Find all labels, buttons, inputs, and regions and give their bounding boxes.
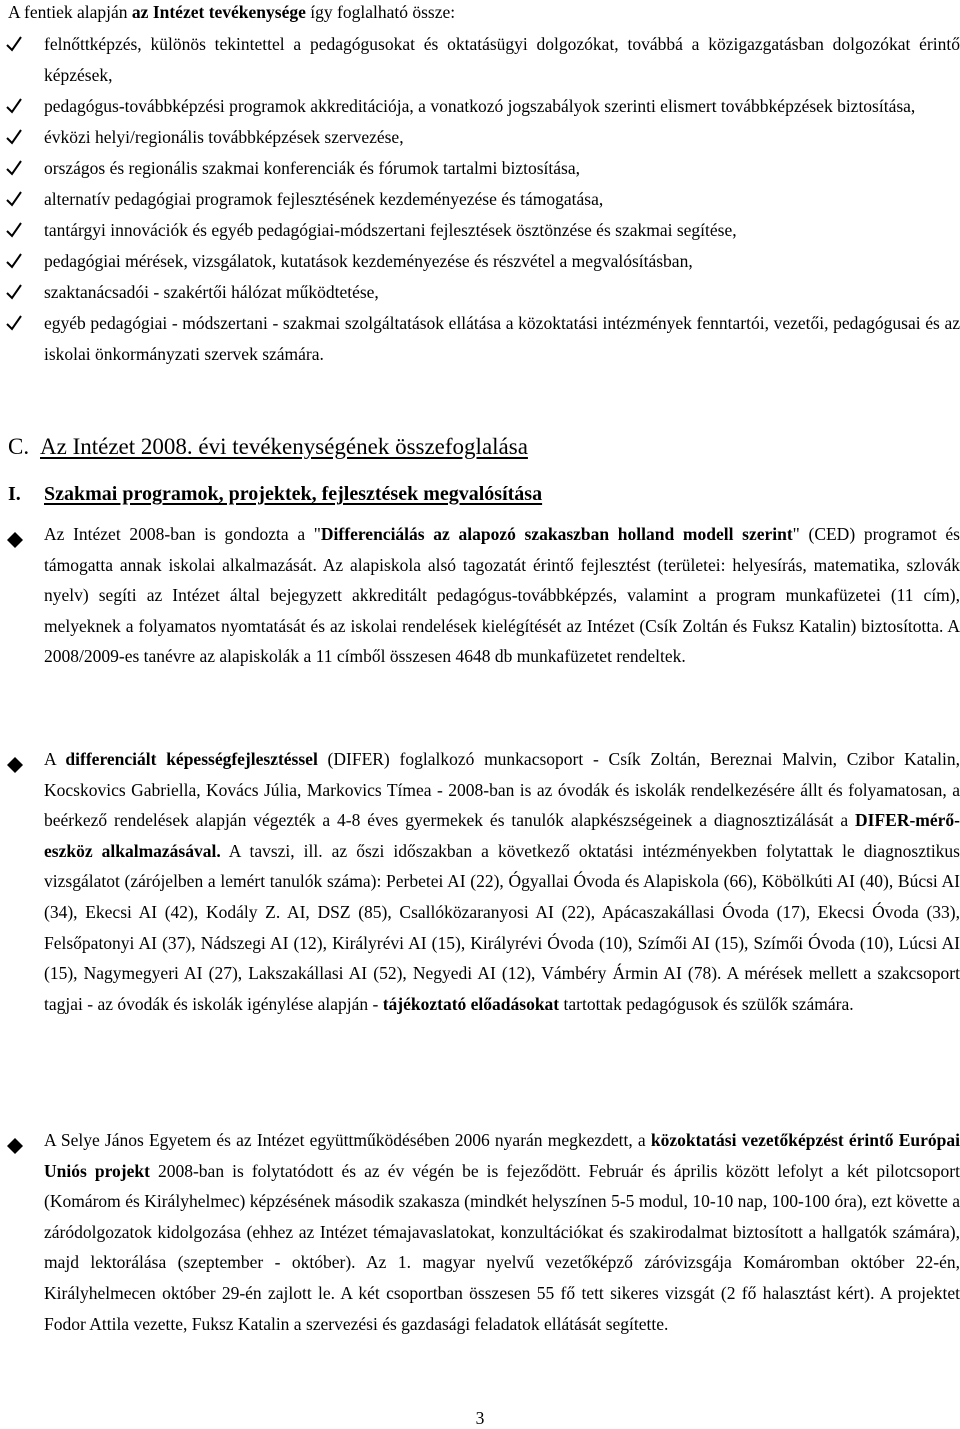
checklist-item — [0, 308, 960, 370]
checklist-item — [0, 277, 960, 308]
intro-prefix: A fentiek alapján — [8, 2, 132, 22]
intro-suffix: így foglalható össze: — [305, 2, 456, 22]
text-run: 2008-ban is folytatódott és az év végén be is fejeződött. Február és április között lefolyt a két pilotcsoport (Komárom és Királyhelmec) képzésének második szakasza (mindkét helyszínen 5-5 modul, 10-10 nap, 100-100 óra), ezt követte a záródolgozatok kidolgozása (ehhez az Intézet témajavaslatokat, konzultációkat és szakirodalmat biztosított a hallgatók számára), majd lektorálása (szeptember - október). Az 1. magyar nyelvű vezetőképző záróvizsgája Komáromban október 22-én, Királyhelmecen október 29-én zajlott le. A két csoportban összesen 55 fő tett sikeres vizsgát (2 fő halasztást kért). A projektet Fodor Attila vezette, Fuksz Katalin a szervezési és gazdasági feladatok ellátását segítette. — [44, 1160, 960, 1334]
checklist-item-text: szaktanácsadói - szakértői hálózat működtetése, — [44, 282, 379, 302]
checkmark-icon — [5, 29, 27, 60]
checkmark-icon — [5, 277, 27, 308]
checklist-item-text: tantárgyi innovációk és egyéb pedagógiai-módszertani fejlesztések ösztönzése és szakmai segítése, — [44, 220, 737, 240]
text-run: A — [44, 749, 66, 769]
section-i-label: I. — [8, 483, 21, 505]
paragraph-text — [44, 744, 960, 1019]
checkmark-icon — [5, 184, 27, 215]
paragraph-eu-project — [0, 1125, 960, 1339]
paragraph-text — [44, 1125, 960, 1339]
checklist-item — [0, 29, 960, 91]
paragraph-ced-program — [0, 519, 960, 672]
section-c-title: Az Intézet 2008. évi tevékenységének összefoglalása — [40, 434, 528, 459]
section-heading-c — [8, 431, 528, 463]
bold-run: DIFER-mérő-eszköz alkalmazásával. — [44, 810, 960, 861]
paragraph-difer — [0, 744, 960, 1019]
text-run: A tavszi, ill. az őszi időszakban a következő oktatási intézményekben folytattak le diagnosztikus vizsgálatot (zárójelben a lemért tanulók száma): Perbetei AI (22), Ógyallai Óvoda és Alapiskola (66), Köbölkúti AI (40), Búcsi AI (34), Ekecsi AI (42), Kodály Z. AI, DSZ (85), Csallóközaranyosi AI (22), Apácaszakállasi Óvoda (17), Ekecsi Óvoda (33), Felsőpatonyi AI (37), Nádszegi AI (12), Királyrévi AI (15), Királyrévi Óvoda (10), Szímői AI (15), Szímői Óvoda (10), Lúcsi AI (15), Nagymegyeri AI (27), Lakszakállasi AI (52), Negyedi AI (12), Vámbéry Ármin AI (78). A mérések mellett a szakcsoport tagjai - az óvodák és iskolák igénylése alapján - — [44, 840, 960, 1014]
checklist-item-text: alternatív pedagógiai programok fejlesztésének kezdeményezése és támogatása, — [44, 189, 604, 209]
bold-run: tájékoztató előadásokat — [382, 993, 560, 1014]
checklist-item — [0, 246, 960, 277]
checklist-item-text: felnőttképzés, különös tekintettel a pedagógusokat és oktatásügyi dolgozókat, továbbá a közigazgatásban dolgozókat érintő képzések, — [44, 34, 960, 85]
checklist-item — [0, 153, 960, 184]
diamond-bullet-icon — [7, 1133, 23, 1149]
page-number: 3 — [475, 1408, 485, 1428]
bold-run: közoktatási vezetőképzést érintő Európai Uniós projekt — [44, 1130, 960, 1181]
bold-run: Differenciálás az alapozó szakaszban holland modell szerint — [320, 524, 793, 544]
paragraph-text — [44, 519, 960, 672]
checklist-item-text: pedagógiai mérések, vizsgálatok, kutatások kezdeményezése és részvétel a megvalósításban, — [44, 251, 693, 271]
text-run: A Selye János Egyetem és az Intézet együttműködésében 2006 nyarán megkezdett, a — [44, 1130, 651, 1150]
intro-sentence — [8, 1, 455, 23]
checklist-item — [0, 184, 960, 215]
checklist-item-text: országos és regionális szakmai konferenciák és fórumok tartalmi biztosítása, — [44, 158, 581, 178]
section-c-label: C. — [8, 434, 30, 459]
intro-bold: az Intézet tevékenysége — [131, 2, 306, 22]
checklist-item — [0, 215, 960, 246]
section-heading-i — [8, 479, 542, 509]
checkmark-icon — [5, 246, 27, 277]
checklist-item-text: egyéb pedagógiai - módszertani - szakmai szolgáltatások ellátása a közoktatási intézmények fenntartói, vezetői, pedagógusai és az iskolai önkormányzati szervek számára. — [44, 313, 960, 364]
checkmark-icon — [5, 215, 27, 246]
bold-run: differenciált képességfejlesztéssel — [65, 749, 318, 769]
text-run: Az Intézet 2008-ban is gondozta a " — [44, 524, 321, 544]
checklist-item — [0, 122, 960, 153]
diamond-bullet-icon — [7, 527, 23, 543]
checklist-item — [0, 91, 960, 122]
text-run: tartottak pedagógusok és szülők számára. — [559, 993, 854, 1014]
checklist-item-text: évközi helyi/regionális továbbképzések szervezése, — [44, 127, 404, 147]
checkmark-icon — [5, 308, 27, 339]
checkmark-icon — [5, 153, 27, 184]
text-run: " (CED) programot és támogatta annak iskolai alkalmazását. Az alapiskola alsó tagozatát érintő fejlesztést (területei: helyesírás, matematika, szlovák nyelv) segíti az Intézet által bejegyzett akkreditált pedagógus-továbbképzés, valamint a program munkafüzetei (11 cím), melyeknek a folyamatos nyomtatását és az iskolai rendelések kielégítését az Intézet (Csík Zoltán és Fuksz Katalin) biztosította. A 2008/2009-es tanévre az alapiskolák a 11 címből összesen 4648 db munkafüzetet rendeltek. — [44, 524, 960, 667]
diamond-bullet-icon — [7, 752, 23, 768]
checkmark-icon — [5, 122, 27, 153]
activity-checklist — [0, 29, 960, 370]
text-run: (DIFER) foglalkozó munkacsoport - Csík Zoltán, Bereznai Malvin, Czibor Katalin, Kocskovics Gabriella, Kovács Júlia, Markovics Tímea - 2008-ban is az óvodák és iskolák rendelkezésére állt és folyamatosan, a beérkező rendelések alapján végezték a 4-8 éves gyermekek és tanulók alapkészségeinek a diagnosztizálását a — [44, 749, 960, 831]
checkmark-icon — [5, 91, 27, 122]
section-i-title: Szakmai programok, projektek, fejlesztések megvalósítása — [44, 483, 543, 505]
checklist-item-text: pedagógus-továbbképzési programok akkreditációja, a vonatkozó jogszabályok szerinti elismert továbbképzések biztosítása, — [44, 96, 916, 116]
